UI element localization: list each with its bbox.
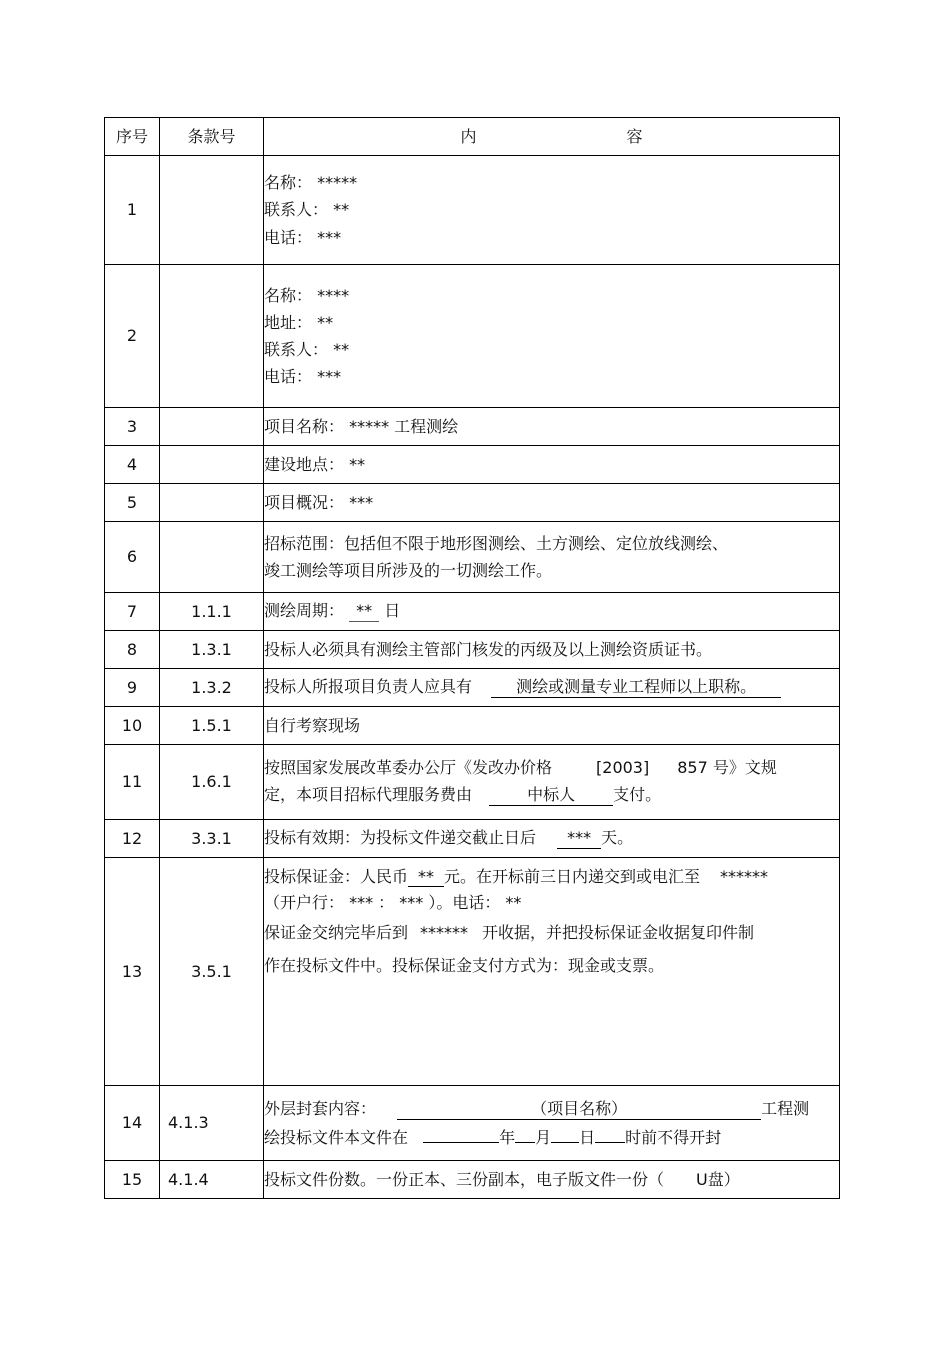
- bid-bond-receipt-text: 开收据，并把投标保证金收据复印件制: [482, 922, 755, 942]
- agency-address: 地址： **: [264, 312, 334, 332]
- row-seq: 14: [105, 1086, 160, 1161]
- project-overview: 项目概况： ***: [264, 484, 840, 522]
- project-manager-title: 测绘或测量专业工程师以上职称。: [491, 678, 781, 697]
- header-content-a: 内: [460, 126, 477, 146]
- table-row: [105, 522, 840, 593]
- row-clause: [160, 484, 264, 522]
- agency-fee-line: [264, 758, 839, 777]
- row-clause: 3.3.1: [160, 820, 264, 858]
- envelope-month: 月: [535, 1127, 552, 1147]
- row-clause: 1.3.2: [160, 669, 264, 707]
- agency-phone: 电话： ***: [264, 367, 342, 387]
- row-seq: 9: [105, 669, 160, 707]
- row-seq: 12: [105, 820, 160, 858]
- table-row: [105, 156, 840, 265]
- table-row: [105, 593, 840, 631]
- agency-fee-line: [264, 785, 839, 805]
- row-seq: 8: [105, 631, 160, 669]
- envelope-line: [264, 1128, 839, 1147]
- row-seq: 13: [105, 858, 160, 1086]
- agency-fee-payer-label: 定，本项目招标代理服务费由: [264, 785, 473, 805]
- envelope-project-name: （项目名称）: [397, 1100, 761, 1119]
- row-seq: 7: [105, 593, 160, 631]
- bid-bond: [264, 858, 840, 1086]
- row-content: [264, 156, 840, 265]
- bidding-scope-line: 招标范围：包括但不限于地形图测绘、土方测绘、定位放线测绘、: [264, 533, 729, 553]
- survey-period-label: 测绘周期：: [264, 601, 345, 621]
- envelope-content: [264, 1086, 840, 1161]
- agency-fee-payer-suffix: 支付。: [613, 785, 662, 805]
- row-clause: [160, 408, 264, 446]
- survey-period-unit: 日: [384, 601, 401, 621]
- table-row: [105, 1161, 840, 1199]
- envelope-year: 年: [499, 1127, 516, 1147]
- row-seq: 15: [105, 1161, 160, 1199]
- table-row: [105, 446, 840, 484]
- agency-fee-doc-year: [2003]: [596, 758, 650, 778]
- bidding-scope: [264, 522, 840, 593]
- construction-site: 建设地点： **: [264, 446, 840, 484]
- row-seq: 3: [105, 408, 160, 446]
- table-row: [105, 265, 840, 408]
- bid-bond-text: 元。在开标前三日内递交到或电汇至: [444, 867, 701, 886]
- row-seq: 5: [105, 484, 160, 522]
- bid-validity-unit: 天。: [601, 828, 634, 848]
- table-row: [105, 408, 840, 446]
- row-seq: 4: [105, 446, 160, 484]
- header-content-b: 容: [626, 126, 643, 146]
- envelope-line: [264, 1099, 839, 1119]
- bid-validity-value: ***: [557, 829, 601, 848]
- envelope-open-label: 绘投标文件本文件在: [264, 1127, 409, 1147]
- bid-bond-label: 投标保证金：人民币: [264, 867, 409, 886]
- row-seq: 2: [105, 265, 160, 408]
- bid-bond-line: [264, 867, 839, 887]
- project-manager-requirement: [264, 669, 840, 707]
- table-row: [105, 631, 840, 669]
- row-seq: 11: [105, 745, 160, 820]
- row-clause: [160, 156, 264, 265]
- bid-bond-payment: 作在投标文件中。投标保证金支付方式为：现金或支票。: [264, 955, 665, 975]
- bid-bond-bank: （开户行： *** ： *** ）。电话： **: [264, 893, 522, 913]
- table-row: [105, 745, 840, 820]
- project-manager-label: 投标人所报项目负责人应具有: [264, 677, 473, 697]
- tenderer-name: 名称： *****: [264, 173, 358, 193]
- copies-media: U盘）: [696, 1169, 740, 1189]
- table-row: [105, 707, 840, 745]
- row-clause: 1.3.1: [160, 631, 264, 669]
- row-clause: [160, 522, 264, 593]
- bid-bond-line: [264, 923, 839, 942]
- tenderer-phone: 电话： ***: [264, 227, 342, 247]
- table-row: [105, 1086, 840, 1161]
- bid-validity-label: 投标有效期：为投标文件递交截止日后: [264, 828, 537, 848]
- row-clause: 1.1.1: [160, 593, 264, 631]
- table-row: [105, 820, 840, 858]
- bid-bond-account: ******: [720, 867, 769, 886]
- row-clause: [160, 446, 264, 484]
- copies-count: [264, 1161, 840, 1199]
- row-clause: [160, 265, 264, 408]
- envelope-label: 外层封套内容：: [264, 1099, 377, 1119]
- survey-period-value: **: [349, 602, 379, 621]
- bid-bond-receipt-place: ******: [420, 922, 469, 942]
- header-clause: 条款号: [160, 118, 264, 156]
- header-content: [264, 118, 840, 156]
- agency-name: 名称： ****: [264, 285, 350, 305]
- row-clause: 3.5.1: [160, 858, 264, 1086]
- agency-fee-payer: 中标人: [489, 786, 613, 805]
- table-row: [105, 484, 840, 522]
- header-seq: 序号: [105, 118, 160, 156]
- survey-period: [264, 593, 840, 631]
- envelope-label-suffix: 工程测: [761, 1099, 810, 1119]
- row-content: [264, 265, 840, 408]
- row-seq: 1: [105, 156, 160, 265]
- table-header-row: [105, 118, 840, 156]
- copies-text: 投标文件份数。一份正本、三份副本，电子版文件一份（: [264, 1169, 665, 1189]
- table-row: [105, 858, 840, 1086]
- bid-data-table: [104, 117, 840, 1199]
- tenderer-contact: 联系人： **: [264, 200, 350, 220]
- row-seq: 6: [105, 522, 160, 593]
- row-clause: 1.5.1: [160, 707, 264, 745]
- bid-bond-receipt-label: 保证金交纳完毕后到: [264, 922, 409, 942]
- row-seq: 10: [105, 707, 160, 745]
- row-clause: 4.1.3: [160, 1086, 264, 1161]
- envelope-open-text: 时前不得开封: [625, 1127, 722, 1147]
- bid-bond-amount: **: [408, 868, 444, 887]
- table-row: [105, 669, 840, 707]
- bidding-scope-line: 竣工测绘等项目所涉及的一切测绘工作。: [264, 561, 553, 580]
- agency-contact: 联系人： **: [264, 340, 350, 359]
- envelope-day: 日: [579, 1127, 596, 1147]
- agency-fee-doc-no: 857 号》文规: [677, 758, 777, 778]
- agency-fee-text: 按照国家发展改革委办公厅《发改办价格: [264, 758, 553, 778]
- agency-fee: [264, 745, 840, 820]
- row-clause: 1.6.1: [160, 745, 264, 820]
- row-clause: 4.1.4: [160, 1161, 264, 1199]
- bid-validity: [264, 820, 840, 858]
- qualification-requirement: 投标人必须具有测绘主管部门核发的丙级及以上测绘资质证书。: [264, 631, 840, 669]
- site-visit: 自行考察现场: [264, 707, 840, 745]
- project-name: 项目名称： ***** 工程测绘: [264, 408, 840, 446]
